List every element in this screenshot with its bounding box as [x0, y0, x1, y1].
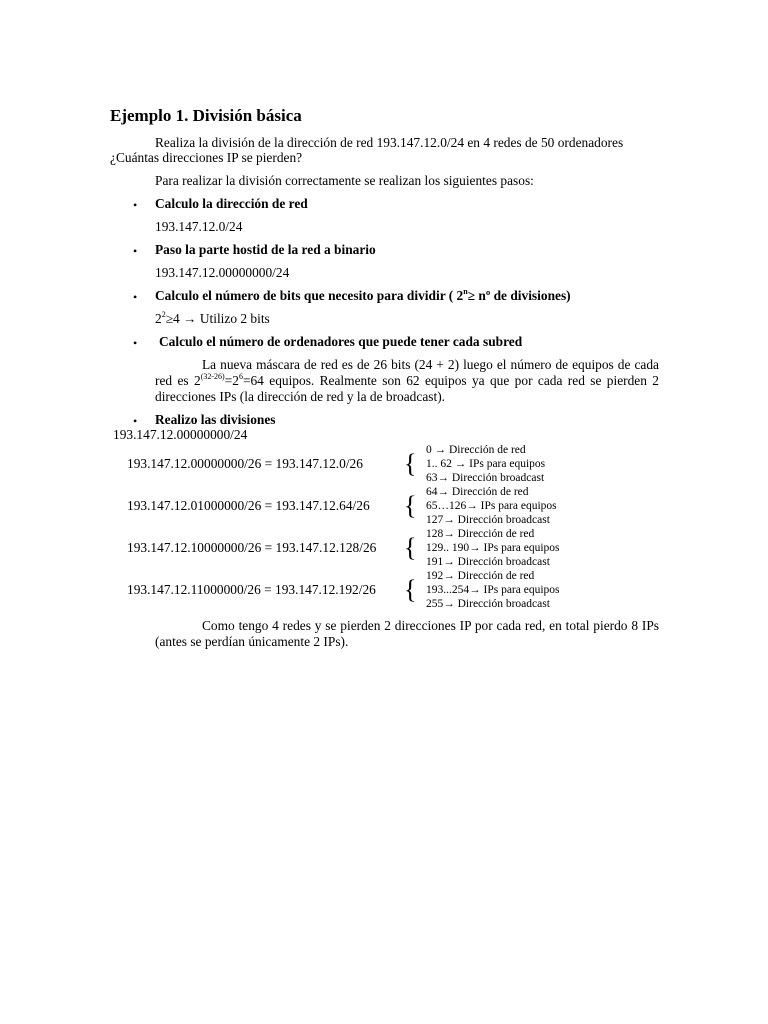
- brace-icon: {: [404, 449, 417, 478]
- subnet-host-range: 65…126→ IPs para equipos: [426, 500, 557, 512]
- step-4-heading: Calculo el número de ordenadores que puede tener cada subred: [159, 334, 523, 349]
- subnet-broadcast-address: 255→ Dirección broadcast: [426, 598, 550, 610]
- step-1-value: 193.147.12.0/24: [155, 219, 243, 234]
- intro-line-1: Realiza la división de la dirección de red 193.147.12.0/24 en 4 redes de 50 ordenadores: [155, 135, 624, 150]
- step-2-heading: Paso la parte hostid de la red a binario: [155, 242, 376, 257]
- subnet-expression: 193.147.12.10000000/26 = 193.147.12.128/26: [127, 540, 377, 555]
- brace-icon: {: [404, 533, 417, 562]
- step-1-heading: Calculo la dirección de red: [155, 196, 308, 211]
- subnet-broadcast-address: 63→ Dirección broadcast: [426, 472, 545, 484]
- step-2-value: 193.147.12.00000000/24: [155, 265, 290, 280]
- subnet-expression: 193.147.12.00000000/26 = 193.147.12.0/26: [127, 456, 363, 471]
- step-3-heading: Calculo el número de bits que necesito para dividir ( $2^n\ge$ nº de divisiones): [155, 287, 571, 303]
- brace-icon: {: [404, 575, 417, 604]
- subnet-host-range: 129.. 190→ IPs para equipos: [426, 542, 560, 554]
- subnet-network-address: 192→ Dirección de red: [426, 570, 535, 582]
- subnet-broadcast-address: 127→ Dirección broadcast: [426, 514, 550, 526]
- step-5-heading: Realizo las divisiones: [155, 412, 276, 427]
- base-network: 193.147.12.00000000/24: [113, 427, 248, 442]
- brace-icon: {: [404, 491, 417, 520]
- bullet-icon: •: [133, 198, 138, 212]
- subnet-expression: 193.147.12.01000000/26 = 193.147.12.64/26: [127, 498, 370, 513]
- subnet-network-address: 128→ Dirección de red: [426, 528, 535, 540]
- subnet-expression: 193.147.12.11000000/26 = 193.147.12.192/26: [127, 582, 376, 597]
- subnet-host-range: 1.. 62 → IPs para equipos: [426, 458, 546, 470]
- bullet-icon: •: [133, 414, 138, 428]
- subnet-network-address: 0 → Dirección de red: [426, 444, 526, 456]
- intro-line-2: ¿Cuántas direcciones IP se pierden?: [110, 150, 303, 165]
- step-4-paragraph: La nueva máscara de red es de 26 bits (24 + 2) luego el número de equipos de cada red es $2^{(32-26)}=2^6=64$ equipos. Realmente son 62 equipos ya que por cada red se pierden 2 direcciones IPs (la dirección de red y la de broadcast).: [155, 357, 659, 404]
- bullet-icon: •: [133, 290, 138, 304]
- bullet-icon: •: [133, 336, 138, 350]
- subnet-host-range: 193...254→ IPs para equipos: [426, 584, 560, 596]
- step-3-value: $2^2\ge 4$ → Utilizo 2 bits: [155, 310, 270, 326]
- subnet-broadcast-address: 191→ Dirección broadcast: [426, 556, 550, 568]
- example-title: Ejemplo 1. División básica: [110, 106, 302, 125]
- subnet-network-address: 64→ Dirección de red: [426, 486, 529, 498]
- bullet-icon: •: [133, 244, 138, 258]
- conclusion-paragraph: Como tengo 4 redes y se pierden 2 direcciones IP por cada red, en total pierdo 8 IPs (antes se perdían únicamente 2 IPs).: [155, 618, 659, 649]
- steps-intro: Para realizar la división correctamente se realizan los siguientes pasos:: [155, 173, 534, 188]
